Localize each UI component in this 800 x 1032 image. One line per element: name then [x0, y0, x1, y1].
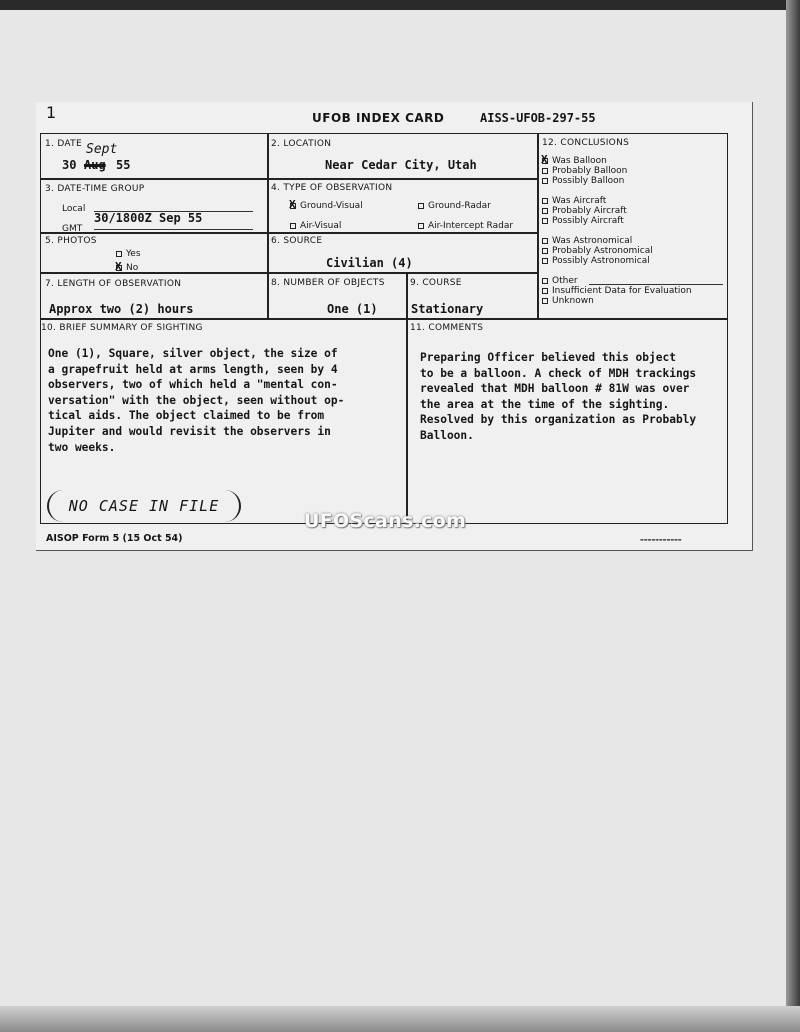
scan-border-bottom: [0, 1006, 800, 1032]
col-divider: [267, 133, 269, 318]
checkbox-icon: [542, 218, 548, 224]
conclusion-was-astronomical: Was Astronomical: [542, 236, 632, 246]
length-label: 7. LENGTH OF OBSERVATION: [45, 279, 182, 289]
comments-text: [420, 350, 696, 444]
summary-line: versation" with the object, seen without op-: [48, 393, 345, 407]
conclusion-possibly-aircraft: Possibly Aircraft: [542, 216, 624, 226]
summary-label: 10. BRIEF SUMMARY OF SIGHTING: [41, 323, 203, 333]
comments-line: Resolved by this organization as Probably: [420, 413, 697, 427]
watermark: UFOScans.com: [304, 510, 467, 532]
obs-air-intercept-radar: Air-Intercept Radar: [418, 221, 513, 231]
conclusion-possibly-astronomical: Possibly Astronomical: [542, 256, 650, 266]
gmt-underline: [94, 229, 253, 230]
obs-ground-visual: XGround-Visual: [290, 201, 363, 211]
checkbox-icon: [418, 203, 424, 209]
checkbox-icon: [542, 168, 548, 174]
date-year: 55: [116, 158, 131, 172]
summary-line: tical aids. The object claimed to be from: [48, 409, 325, 423]
checkbox-icon: [418, 223, 424, 229]
comments-line: the area at the time of the sighting.: [420, 397, 670, 411]
photos-label: 5. PHOTOS: [45, 236, 97, 246]
col-divider: [406, 272, 408, 524]
summary-line: a grapefruit held at arms length, seen by 4: [48, 362, 338, 376]
checkbox-icon: [542, 298, 548, 304]
checkbox-checked-icon: [290, 203, 296, 209]
length-value: Approx two (2) hours: [49, 302, 194, 316]
summary-line: two weeks.: [48, 440, 116, 454]
conclusion-possibly-balloon: Possibly Balloon: [542, 176, 624, 186]
checkbox-icon: [542, 248, 548, 254]
course-label: 9. COURSE: [410, 278, 462, 288]
row-divider: [40, 232, 538, 234]
comments-line: revealed that MDH balloon # 81W was over: [420, 382, 690, 396]
card-title: UFOB INDEX CARD: [312, 111, 445, 125]
date-time-group-label: 3. DATE-TIME GROUP: [45, 184, 145, 194]
conclusions-label: 12. CONCLUSIONS: [542, 138, 630, 148]
comments-line: Balloon.: [420, 428, 474, 442]
comments-line: to be a balloon. A check of MDH trackings: [420, 366, 697, 380]
checkbox-icon: [290, 223, 296, 229]
row-divider: [40, 318, 728, 320]
obs-air-visual: Air-Visual: [290, 221, 341, 231]
checkbox-icon: [542, 258, 548, 264]
conclusion-probably-aircraft: Probably Aircraft: [542, 206, 627, 216]
card-number: AISS-UFOB-297-55: [480, 111, 596, 125]
summary-line: Jupiter and would revisit the observers in: [48, 424, 331, 438]
location-label: 2. LOCATION: [271, 139, 332, 149]
other-underline: [589, 284, 723, 285]
form-id: AISOP Form 5 (15 Oct 54): [46, 533, 183, 544]
corner-mark: 1: [46, 103, 57, 122]
row-divider: [40, 178, 538, 180]
checkbox-checked-icon: [542, 158, 548, 164]
local-label: Local: [62, 204, 86, 214]
date-day: 30: [62, 158, 77, 172]
photos-no: XNo: [116, 263, 138, 273]
summary-line: observers, two of which held a "mental con-: [48, 378, 338, 392]
scan-border-right: [786, 0, 800, 1032]
checkbox-icon: [542, 238, 548, 244]
conclusion-was-aircraft: Was Aircraft: [542, 196, 606, 206]
comments-line: Preparing Officer believed this object: [420, 351, 676, 364]
date-struck-month: Aug: [84, 158, 106, 172]
source-value: Civilian (4): [326, 256, 413, 270]
observation-type-label: 4. TYPE OF OBSERVATION: [271, 183, 393, 193]
summary-line: One (1), Square, silver object, the size of: [48, 347, 338, 360]
conclusion-probably-balloon: Probably Balloon: [542, 166, 627, 176]
scan-border-top: [0, 0, 800, 10]
conclusion-other: Other: [542, 276, 578, 286]
conclusion-unknown: Unknown: [542, 296, 594, 306]
date-label: 1. DATE: [45, 139, 82, 149]
checkbox-icon: [542, 178, 548, 184]
col-divider: [537, 133, 539, 318]
photos-yes: Yes: [116, 249, 141, 259]
checkbox-icon: [542, 198, 548, 204]
checkbox-checked-icon: [116, 265, 122, 271]
course-value: Stationary: [411, 302, 484, 316]
comments-label: 11. COMMENTS: [410, 323, 484, 333]
objects-label: 8. NUMBER OF OBJECTS: [271, 278, 385, 288]
location-value: Near Cedar City, Utah: [325, 158, 477, 172]
source-label: 6. SOURCE: [271, 236, 323, 246]
gmt-label: GMT: [62, 224, 83, 234]
summary-text: [48, 346, 344, 455]
conclusion-probably-astronomical: Probably Astronomical: [542, 246, 653, 256]
printer-imprint: ▬▬▬▬▬▬▬▬▬▬▬: [640, 537, 682, 542]
checkbox-icon: [542, 288, 548, 294]
date-handwritten-month: Sept: [86, 142, 118, 157]
handwritten-no-case-note: NO CASE IN FILE: [47, 490, 241, 522]
checkbox-icon: [542, 208, 548, 214]
conclusion-insufficient-data: Insufficient Data for Evaluation: [542, 286, 692, 296]
objects-value: One (1): [327, 302, 378, 316]
obs-ground-radar: Ground-Radar: [418, 201, 491, 211]
checkbox-icon: [542, 278, 548, 284]
date-time-value: 30/1800Z Sep 55: [94, 211, 203, 225]
conclusion-was-balloon: XWas Balloon: [542, 156, 607, 166]
checkbox-icon: [116, 251, 122, 257]
